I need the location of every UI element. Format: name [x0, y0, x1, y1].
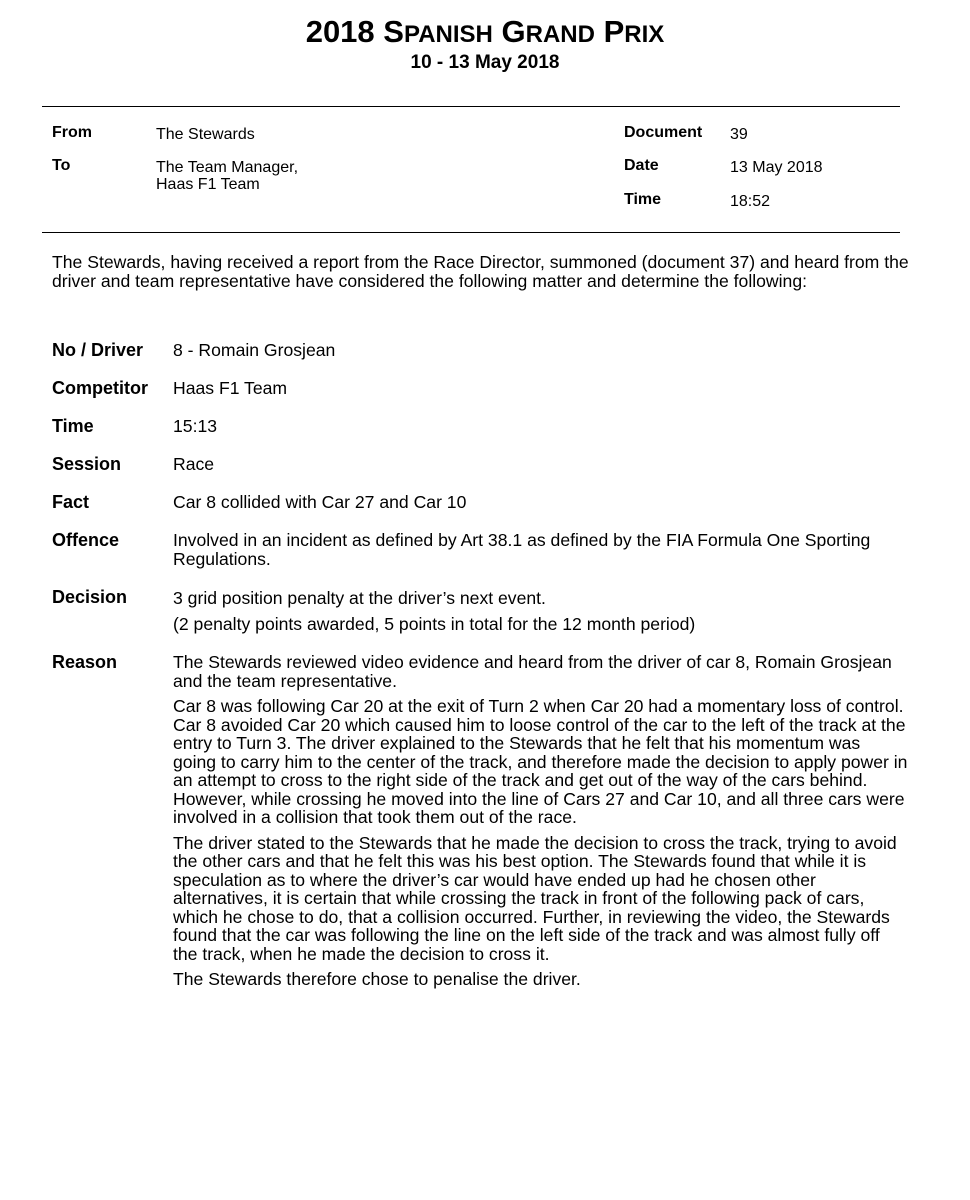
reason-paragraph-4: The Stewards therefore chose to penalise the driver.: [173, 969, 581, 989]
decision-value: [173, 589, 908, 640]
header-time-value: 18:52: [730, 193, 771, 210]
from-label: From: [52, 124, 92, 141]
competitor-value: Haas F1 Team: [173, 378, 288, 398]
header-bottom-rule: [42, 232, 900, 233]
from-value: The Stewards: [156, 126, 255, 143]
decision-line-1: 3 grid position penalty at the driver’s next event.: [173, 588, 546, 608]
offence-value: Involved in an incident as defined by Art 38.1 as defined by the FIA Formula One Sporting Regulations.: [173, 530, 871, 569]
reason-paragraph-3: The driver stated to the Stewards that he made the decision to cross the track, trying to avoid the other cars and that he felt this was his best option. The Stewards found that while it is speculation as to where the driver’s car would have ended up had he chosen other alternatives, it is certain that while crossing the track in front of the following pack of cars, which he chose to do, that a collision occurred. Further, in reviewing the video, the Stewards found that the car was following the line on the left side of the track and was almost fully off the track, when he made the decision to cross it.: [173, 832, 897, 964]
reason-value: [173, 653, 908, 996]
session-label: Session: [52, 454, 122, 474]
to-label: To: [52, 157, 71, 174]
decision-label: Decision: [52, 587, 128, 607]
document-label: Document: [624, 124, 703, 141]
incident-time-value: 15:13: [173, 416, 218, 436]
document-title: 2018 SPANISH GRAND PRIX: [305, 14, 665, 49]
date-value: 13 May 2018: [730, 159, 823, 176]
session-value: Race: [173, 454, 215, 474]
event-dates: 10 - 13 May 2018: [410, 52, 560, 73]
reason-label: Reason: [52, 652, 118, 672]
document-number: 39: [730, 126, 748, 143]
offence-label: Offence: [52, 530, 120, 550]
reason-paragraph-2: Car 8 was following Car 20 at the exit of Turn 2 when Car 20 had a momentary loss of control. Car 8 avoided Car 20 which caused him to loose control of the car to the left of the track at the entry to Turn 3. The driver explained to the Stewards that he felt that his momentum was going to carry him to the center of the track, and therefore made the decision to apply power in an attempt to cross to the right side of the track and get out of the way of the cars behind. However, while crossing he moved into the line of Cars 27 and Car 10, and all three cars were involved in a collision that took them out of the race.: [173, 696, 908, 827]
to-value-line1: The Team Manager,: [156, 159, 299, 176]
driver-label: No / Driver: [52, 340, 144, 360]
decision-line-2: (2 penalty points awarded, 5 points in total for the 12 month period): [173, 613, 696, 634]
intro-paragraph: The Stewards, having received a report from the Race Director, summoned (document 37) and heard from the driver and team representative have considered the following matter and determine the following:: [52, 252, 909, 291]
competitor-label: Competitor: [52, 378, 148, 398]
date-label: Date: [624, 157, 659, 174]
incident-time-label: Time: [52, 416, 94, 436]
fact-label: Fact: [52, 492, 90, 512]
to-value-line2: Haas F1 Team: [156, 176, 260, 193]
header-time-label: Time: [624, 191, 662, 208]
reason-paragraph-1: The Stewards reviewed video evidence and heard from the driver of car 8, Romain Grosjean and the team representative.: [173, 652, 892, 691]
header-top-rule: [42, 106, 900, 107]
fact-value: Car 8 collided with Car 27 and Car 10: [173, 492, 467, 512]
driver-value: 8 - Romain Grosjean: [173, 340, 336, 360]
